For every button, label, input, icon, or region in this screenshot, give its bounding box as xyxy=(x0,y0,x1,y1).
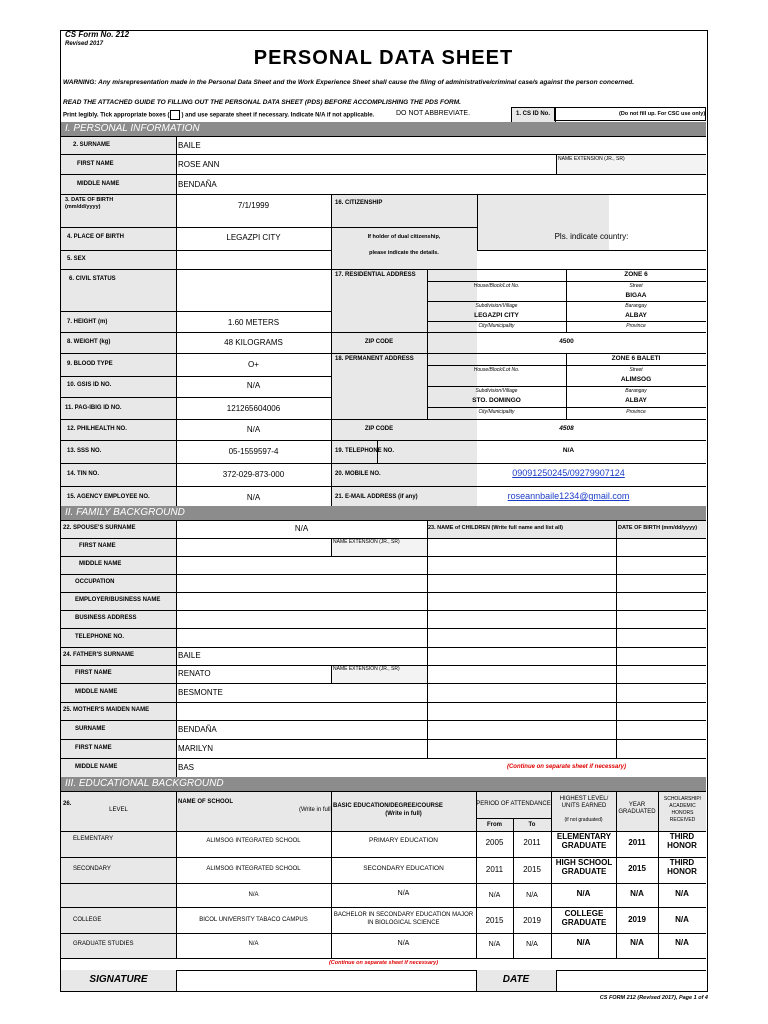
surname-label: 2. SURNAME xyxy=(73,142,111,148)
course-header: BASIC EDUCATION/DEGREE/COURSE xyxy=(333,803,443,809)
philhealth-label: 12. PHILHEALTH NO. xyxy=(67,426,127,432)
print-instructions xyxy=(63,110,374,120)
signature-field[interactable] xyxy=(177,971,475,990)
csc-use-note: (Do not fill up. For CSC use only) xyxy=(619,111,706,117)
father-first-name-field[interactable]: RENATO xyxy=(178,669,211,678)
edu-from-3[interactable]: N/A xyxy=(488,892,501,899)
tick-checkbox[interactable] xyxy=(170,110,180,120)
section-family-background: II. FAMILY BACKGROUND xyxy=(61,506,706,520)
father-first-name-label: FIRST NAME xyxy=(75,670,112,676)
perm-province-field[interactable]: ALBAY xyxy=(625,397,647,404)
agency-employee-field[interactable]: N/A xyxy=(246,493,261,502)
res-street-label: Street xyxy=(629,283,643,289)
print-instructions-b: ) and use separate sheet if necessary. Indicate N/A if not applicable. xyxy=(181,112,375,119)
edu-highest-5[interactable]: N/A xyxy=(576,938,591,947)
edu-highest-4[interactable]: COLLEGE GRADUATE xyxy=(561,909,607,927)
perm-barangay-field[interactable]: ALIMSOG xyxy=(620,376,652,383)
family-continue-note: (Continue on separate sheet if necessary) xyxy=(506,764,627,770)
pagibig-field[interactable]: 121265604006 xyxy=(226,404,281,413)
weight-label: 8. WEIGHT (kg) xyxy=(67,339,111,345)
edu-course-1[interactable]: PRIMARY EDUCATION xyxy=(369,837,438,844)
date-label: DATE xyxy=(502,974,530,985)
edu-course-3[interactable]: N/A xyxy=(397,890,410,897)
edu-honors-2[interactable]: THIRD HONOR xyxy=(667,858,697,876)
surname-field[interactable]: BAILE xyxy=(178,141,201,150)
section-educational-background: III. EDUCATIONAL BACKGROUND xyxy=(61,777,706,791)
section-personal-information: I. PERSONAL INFORMATION xyxy=(61,122,706,136)
res-house-field[interactable]: ZONE 6 xyxy=(624,271,648,278)
country-instruction: Pls. indicate country: xyxy=(554,232,629,241)
year-graduated-header: YEAR GRADUATED xyxy=(618,802,656,815)
weight-field[interactable]: 48 KILOGRAMS xyxy=(224,338,283,347)
pob-field[interactable]: LEGAZPI CITY xyxy=(226,233,281,242)
gsis-label: 10. GSIS ID NO. xyxy=(67,382,112,388)
mother-first-name-field[interactable]: MARILYN xyxy=(178,744,213,753)
first-name-field[interactable]: ROSE ANN xyxy=(178,160,220,169)
education-level-column xyxy=(61,831,176,958)
pagibig-label: 11. PAG-IBIG ID NO. xyxy=(65,405,122,411)
perm-barangay-label: Barangay xyxy=(625,388,647,394)
res-subdivision-label: Subdivision/Village xyxy=(475,303,518,309)
civil-status-field[interactable] xyxy=(177,270,330,310)
occupation-label: OCCUPATION xyxy=(75,579,115,585)
dob-label: 3. DATE OF BIRTH (mm/dd/yyyy) xyxy=(65,197,114,210)
email-field[interactable]: roseannbaile1234@gmail.com xyxy=(507,491,630,501)
tin-label: 14. TIN NO. xyxy=(67,471,100,477)
spouse-first-name-label: FIRST NAME xyxy=(79,543,116,549)
edu-highest-1[interactable]: ELEMENTARY GRADUATE xyxy=(556,832,612,850)
edu-year-3[interactable]: N/A xyxy=(630,889,644,898)
edu-to-1[interactable]: 2011 xyxy=(523,838,541,847)
from-header: From xyxy=(487,822,502,828)
warning-text: WARNING: Any misrepresentation made in the Personal Data Sheet and the Work Experience Sheet shall cause the filing of administrative/criminal case/s against the person concerned. xyxy=(63,79,635,86)
period-header: PERIOD OF ATTENDANCE xyxy=(476,801,551,807)
edu-from-5[interactable]: N/A xyxy=(488,941,501,948)
father-surname-field[interactable]: BAILE xyxy=(178,651,201,660)
honors-header: SCHOLARSHIP/ ACADEMIC HONORS RECEIVED xyxy=(663,796,702,823)
mother-middle-name-label: MIDDLE NAME xyxy=(75,764,118,770)
telephone-label: 19. TELEPHONE NO. xyxy=(335,448,395,454)
height-label: 7. HEIGHT (m) xyxy=(67,319,108,325)
edu-to-2[interactable]: 2015 xyxy=(523,865,541,874)
first-name-label: FIRST NAME xyxy=(77,161,114,167)
dual-citizenship-note-2: please indicate the details. xyxy=(369,250,439,256)
edu-level-1: ELEMENTARY xyxy=(73,836,114,842)
dob-field[interactable]: 7/1/1999 xyxy=(237,201,270,210)
perm-zip-label: ZIP CODE xyxy=(364,426,394,432)
print-instructions-a: Print legibly. Tick appropriate boxes ( xyxy=(63,112,170,119)
pob-label: 4. PLACE OF BIRTH xyxy=(67,234,125,240)
perm-house-field[interactable]: ZONE 6 BALETI xyxy=(611,355,661,362)
edu-course-5[interactable]: N/A xyxy=(397,940,410,947)
children-dob-label: DATE OF BIRTH (mm/dd/yyyy) xyxy=(618,525,698,531)
perm-street-label: Street xyxy=(629,367,643,373)
telephone-field[interactable]: N/A xyxy=(562,447,575,454)
edu-course-2[interactable]: SECONDARY EDUCATION xyxy=(363,865,444,872)
edu-level-2: SECONDARY xyxy=(73,866,111,872)
edu-level-5: GRADUATE STUDIES xyxy=(73,941,134,947)
edu-school-3[interactable]: N/A xyxy=(248,892,259,898)
edu-highest-2[interactable]: HIGH SCHOOL GRADUATE xyxy=(555,858,613,876)
business-address-label: BUSINESS ADDRESS xyxy=(75,615,137,621)
res-zip-label: ZIP CODE xyxy=(364,339,394,345)
name-extension-label: NAME EXTENSION (JR., SR) xyxy=(558,156,625,162)
father-middle-name-field[interactable]: BESMONTE xyxy=(178,688,223,697)
perm-house-label: House/Block/Lot No. xyxy=(473,367,520,373)
do-not-abbreviate: DO NOT ABBREVIATE. xyxy=(396,110,471,117)
mobile-field[interactable]: 09091250245/09279907124 xyxy=(512,468,625,478)
mobile-label: 20. MOBILE NO. xyxy=(335,471,381,477)
spouse-telephone-label: TELEPHONE NO. xyxy=(75,634,125,640)
edu-year-2[interactable]: 2015 xyxy=(628,864,646,873)
edu-to-5[interactable]: N/A xyxy=(526,941,538,948)
res-barangay-label: Barangay xyxy=(625,303,647,309)
height-field[interactable]: 1.60 METERS xyxy=(227,318,280,327)
spouse-name-ext-label: NAME EXTENSION (JR., SR) xyxy=(333,539,400,545)
mother-maiden-label: 25. MOTHER'S MAIDEN NAME xyxy=(63,707,150,713)
perm-province-label: Province xyxy=(626,409,646,415)
edu-from-1[interactable]: 2005 xyxy=(485,838,504,847)
date-field[interactable] xyxy=(557,971,705,990)
res-province-label: Province xyxy=(626,323,646,329)
edu-year-1[interactable]: 2011 xyxy=(628,838,646,847)
tin-field[interactable]: 372-029-873-000 xyxy=(222,470,285,479)
highest-level-header: HIGHEST LEVEL/ UNITS EARNED xyxy=(559,796,609,809)
philhealth-field[interactable]: N/A xyxy=(246,425,261,434)
agency-employee-label: 15. AGENCY EMPLOYEE NO. xyxy=(67,494,150,500)
form-number: CS Form No. 212 xyxy=(65,30,130,39)
school-name-header: NAME OF SCHOOL xyxy=(178,799,233,805)
father-surname-label: 24. FATHER'S SURNAME xyxy=(63,652,134,658)
revised-label: Revised 2017 xyxy=(65,41,104,47)
edu-from-2[interactable]: 2011 xyxy=(485,865,504,874)
highest-level-sub: (if not graduated) xyxy=(564,817,603,823)
edu-year-4[interactable]: 2019 xyxy=(628,915,646,924)
res-province-field[interactable]: ALBAY xyxy=(625,312,647,319)
res-city-field[interactable]: LEGAZPI CITY xyxy=(474,312,519,319)
address-label-column xyxy=(331,194,477,509)
course-write-full: (Write in full) xyxy=(385,811,422,817)
edu-course-4[interactable]: BACHELOR IN SECONDARY EDUCATION MAJOR IN BIOLOGICAL SCIENCE xyxy=(333,912,474,926)
mother-middle-name-field[interactable]: BAS xyxy=(178,763,195,772)
personal-data-sheet xyxy=(60,30,708,992)
read-guide-text: READ THE ATTACHED GUIDE TO FILLING OUT THE PERSONAL DATA SHEET (PDS) BEFORE ACCOMPLISHING THE PDS FORM. xyxy=(63,99,461,106)
edu-highest-3[interactable]: N/A xyxy=(576,889,591,898)
res-city-label: City/Municipality xyxy=(478,323,515,329)
edu-to-3[interactable]: N/A xyxy=(526,892,538,899)
gsis-field[interactable]: N/A xyxy=(246,381,261,390)
mother-first-name-label: FIRST NAME xyxy=(75,745,112,751)
employer-label: EMPLOYER/BUSINESS NAME xyxy=(75,597,161,603)
signature-label: SIGNATURE xyxy=(89,974,148,985)
form-footer: CS FORM 212 (Revised 2017), Page 1 of 4 xyxy=(599,995,708,1001)
residential-address-label: 17. RESIDENTIAL ADDRESS xyxy=(335,272,416,278)
mother-surname-label: SURNAME xyxy=(75,726,106,732)
sex-field[interactable] xyxy=(177,251,330,268)
spouse-surname-label: 22. SPOUSE'S SURNAME xyxy=(63,525,136,531)
permanent-address-label: 18. PERMANENT ADDRESS xyxy=(335,356,414,362)
sss-field[interactable]: 05-1559597-4 xyxy=(228,447,279,456)
res-barangay-field[interactable]: BIGAA xyxy=(625,292,647,299)
blood-type-field[interactable]: O+ xyxy=(248,360,259,369)
edu-honors-1[interactable]: THIRD HONOR xyxy=(667,832,697,850)
children-name-label: 23. NAME of CHILDREN (Write full name and list all) xyxy=(428,525,563,531)
perm-zip-field[interactable]: 4508 xyxy=(559,425,574,432)
email-label: 21. E-MAIL ADDRESS (if any) xyxy=(335,494,418,500)
dual-citizenship-cell xyxy=(477,194,609,250)
edu-year-5[interactable]: N/A xyxy=(630,938,644,947)
edu-honors-3[interactable]: N/A xyxy=(675,889,689,898)
edu-honors-5[interactable]: N/A xyxy=(675,938,689,947)
cs-id-label: 1. CS ID No. xyxy=(516,111,551,117)
education-continue-note: (Continue on separate sheet if necessary) xyxy=(328,960,439,966)
middle-name-field[interactable]: BENDAÑA xyxy=(178,180,217,189)
spouse-surname-field[interactable]: N/A xyxy=(294,524,309,533)
edu-level-4: COLLEGE xyxy=(73,917,102,923)
edu-school-2[interactable]: ALIMSOG INTEGRATED SCHOOL xyxy=(206,866,301,872)
citizenship-label: 16. CITIZENSHIP xyxy=(335,200,383,206)
to-header: To xyxy=(528,822,536,828)
mother-surname-field[interactable]: BENDAÑA xyxy=(178,725,217,734)
father-name-ext-label: NAME EXTENSION (JR., SR) xyxy=(333,666,400,672)
blood-type-label: 9. BLOOD TYPE xyxy=(67,361,113,367)
res-zip-field[interactable]: 4500 xyxy=(559,338,574,345)
dual-citizenship-note-1: If holder of dual citizenship, xyxy=(367,234,441,240)
perm-city-field[interactable]: STO. DOMINGO xyxy=(472,397,521,404)
perm-city-label: City/Municipality xyxy=(478,409,515,415)
edu-school-4[interactable]: BICOL UNIVERSITY TABACO CAMPUS xyxy=(199,917,308,923)
edu-school-1[interactable]: ALIMSOG INTEGRATED SCHOOL xyxy=(206,838,301,844)
res-house-label: House/Block/Lot No. xyxy=(473,283,520,289)
sss-label: 13. SSS NO. xyxy=(67,448,102,454)
spouse-middle-name-label: MIDDLE NAME xyxy=(79,561,122,567)
sex-label: 5. SEX xyxy=(67,256,86,262)
father-middle-name-label: MIDDLE NAME xyxy=(75,689,118,695)
edu-honors-4[interactable]: N/A xyxy=(675,915,689,924)
education-level-header: LEVEL xyxy=(109,807,128,813)
page-title: PERSONAL DATA SHEET xyxy=(253,47,514,69)
perm-subdivision-label: Subdivision/Village xyxy=(475,388,518,394)
civil-status-label: 6. CIVIL STATUS xyxy=(69,276,116,282)
edu-from-4[interactable]: 2015 xyxy=(485,916,504,925)
school-write-full: (Write in full) xyxy=(299,807,333,813)
middle-name-label: MIDDLE NAME xyxy=(77,181,120,187)
education-number-label: 26. xyxy=(63,801,72,807)
edu-school-5[interactable]: N/A xyxy=(248,941,259,947)
edu-to-4[interactable]: 2019 xyxy=(523,916,541,925)
